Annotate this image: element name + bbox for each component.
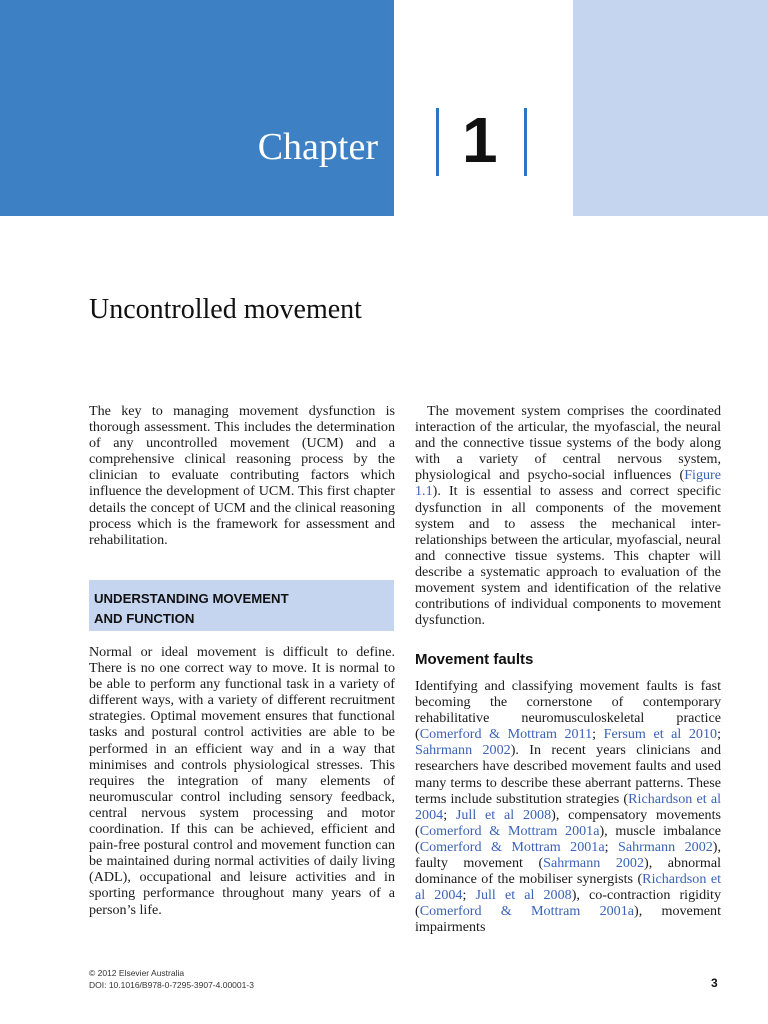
movement-faults-paragraph bbox=[415, 678, 721, 936]
citation-link[interactable]: Richardson et al 2004 bbox=[415, 871, 721, 904]
citation-link[interactable]: Comerford & Mottram 2001a bbox=[419, 822, 600, 839]
citation-link[interactable]: Sahrmann 2002 bbox=[543, 855, 645, 872]
citation-link[interactable]: Comerford & Mottram 2011 bbox=[419, 726, 593, 743]
faults-text: ), muscle imbalance ( bbox=[415, 822, 721, 855]
movement-faults-body bbox=[415, 678, 721, 936]
movement-body-left bbox=[89, 644, 395, 918]
chapter-number: 1 bbox=[462, 104, 498, 176]
section-heading bbox=[94, 589, 384, 629]
chapter-divider-right bbox=[524, 108, 527, 176]
subheading-movement-faults: Movement faults bbox=[415, 651, 534, 668]
citation-link[interactable]: Richardson et al 2004 bbox=[415, 790, 721, 823]
movement-system-text-2: ). It is essential to assess and correct specific dysfunction in all components of the movement system and to assess the mechanical inter-relationships between the articular, myofascial, neural and connective tissue systems. This chapter will describe a systematic approach to evaluation of the movement system and identification of the relative contributions of individual components to movement dysfunction. bbox=[415, 483, 721, 629]
citation-link[interactable]: Comerford & Mottram 2001a bbox=[419, 903, 635, 920]
citation-link[interactable]: Comerford & Mottram 2001a bbox=[419, 838, 605, 855]
intro-paragraph-right bbox=[415, 403, 721, 628]
faults-separator: ; bbox=[717, 726, 721, 743]
citation-link[interactable]: Fersum et al 2010 bbox=[603, 726, 718, 743]
faults-separator: ; bbox=[604, 838, 618, 855]
figure-link[interactable]: Figure 1.1 bbox=[415, 467, 721, 500]
movement-system-paragraph bbox=[415, 403, 721, 628]
faults-separator: ; bbox=[592, 726, 604, 743]
faults-text: ), co-contraction rigidity ( bbox=[415, 887, 721, 920]
intro-paragraph-left bbox=[89, 403, 395, 548]
citation-link[interactable]: Sahrmann 2002 bbox=[415, 742, 511, 759]
section-heading-line-2: AND FUNCTION bbox=[94, 611, 195, 626]
section-heading-line-1: UNDERSTANDING MOVEMENT bbox=[94, 591, 289, 606]
faults-text: ), faulty movement ( bbox=[415, 838, 722, 872]
chapter-label: Chapter bbox=[257, 126, 378, 168]
copyright-notice: © 2012 Elsevier Australia bbox=[89, 968, 185, 978]
citation-link[interactable]: Jull et al 2008 bbox=[475, 887, 572, 904]
movement-body-text: Normal or ideal movement is difficult to define. There is no one correct way to move. It is normal to be able to perform any functional task in a variety of different ways, with a variety of different recruitment strategies. Optimal movement ensures that functional tasks and postural control activities are able to be performed in an efficient way and in a way that minimises and controls physiological stresses. This requires the integration of many elements of neuromuscular control including sensory feedback, central nervous system processing and motor coordination. If this can be achieved, efficient and pain-free postural control and movement function can be maintained during normal activities of daily living (ADL), occupational and leisure activities and in sporting performance throughout many years of a person’s life. bbox=[89, 644, 395, 918]
faults-text: ), compensatory movements ( bbox=[415, 806, 721, 839]
page-number: 3 bbox=[711, 976, 718, 990]
chapter-title: Uncontrolled movement bbox=[89, 294, 362, 325]
citation-link[interactable]: Sahrmann 2002 bbox=[618, 838, 713, 855]
faults-text: ). In recent years clinicians and researchers have described movement faults and used many terms to describe these aberrant patterns. These terms include substitution strategies ( bbox=[415, 742, 721, 807]
faults-separator: ; bbox=[443, 806, 456, 823]
chapter-banner bbox=[0, 0, 394, 216]
faults-separator: ; bbox=[462, 887, 476, 904]
page-footer bbox=[89, 967, 254, 991]
intro-text: The key to managing movement dysfunction is thorough assessment. This includes the determination of any uncontrolled movement (UCM) and a comprehensive clinical reasoning process by the clinician to evaluate contributing factors which influence the development of UCM. This first chapter details the concept of UCM and the clinical reasoning process which is the framework for assessment and rehabilitation. bbox=[89, 403, 395, 548]
doi-reference: DOI: 10.1016/B978-0-7295-3907-4.00001-3 bbox=[89, 980, 254, 990]
citation-link[interactable]: Jull et al 2008 bbox=[455, 806, 552, 823]
faults-text: ), abnormal dominance of the mobiliser synergists ( bbox=[415, 855, 721, 888]
section-heading-box bbox=[89, 580, 394, 631]
movement-system-text-1: The movement system comprises the coordinated interaction of the articular, the myofascial, the neural and the connective tissue systems of the body along with a variety of central nervous system, physiological and psycho-social influences ( bbox=[415, 403, 721, 484]
chapter-banner-accent bbox=[573, 0, 768, 216]
chapter-divider-left bbox=[436, 108, 439, 176]
faults-text: Identifying and classifying movement faults is fast becoming the cornerstone of contemporary rehabilitative neuromusculoskeletal practice ( bbox=[415, 678, 721, 743]
faults-text: ), movement impairments bbox=[415, 903, 721, 936]
